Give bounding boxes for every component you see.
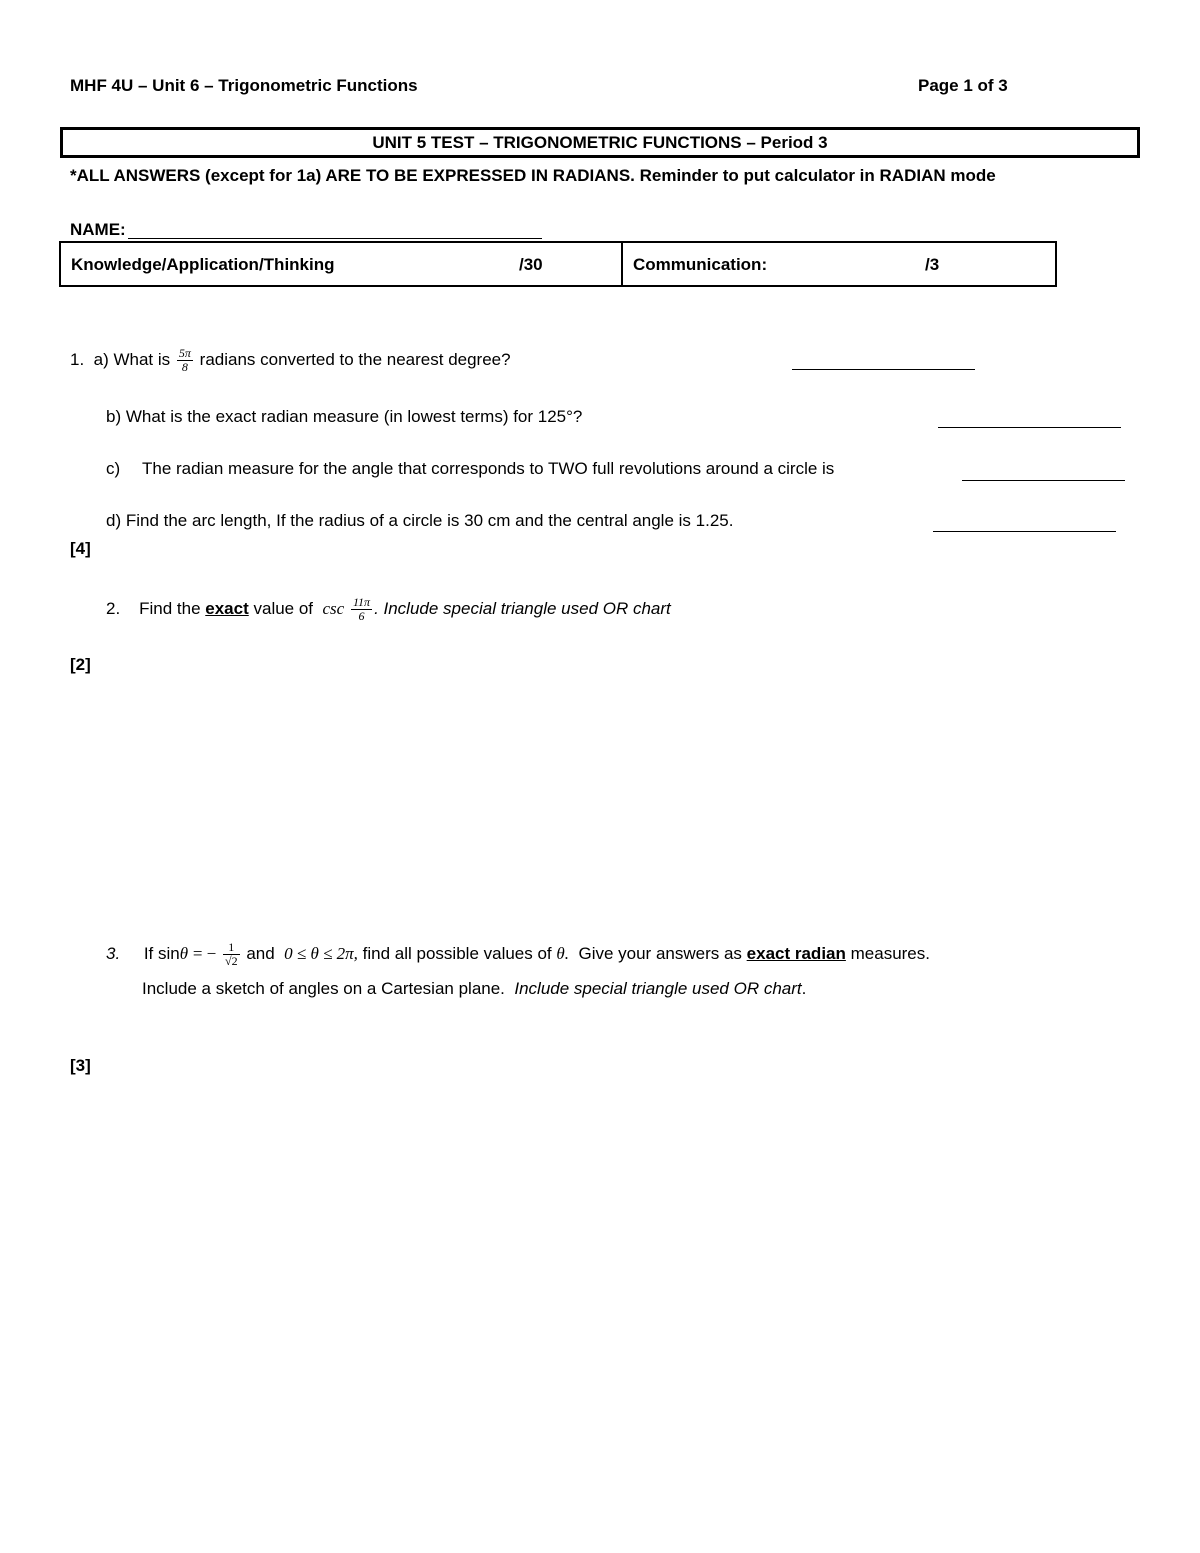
kat-label: Knowledge/Application/Thinking xyxy=(71,255,335,274)
q2-csc: csc xyxy=(322,598,345,618)
q2-fraction xyxy=(351,596,372,623)
q1a-answer-blank[interactable] xyxy=(792,369,975,370)
q2-denominator: 6 xyxy=(358,609,365,623)
q2-line xyxy=(106,596,671,623)
kat-mark: /30 xyxy=(519,255,543,274)
q3-equals: = − xyxy=(192,943,217,963)
q1a-suffix: radians converted to the nearest degree? xyxy=(199,349,511,369)
q3-and: and xyxy=(246,943,275,963)
test-title-box: UNIT 5 TEST – TRIGONOMETRIC FUNCTIONS – Period 3 xyxy=(60,127,1140,158)
q3-theta-end: θ. xyxy=(556,943,570,963)
q2-prefix: Find the xyxy=(139,598,201,618)
q1a-line xyxy=(70,347,511,374)
kat-cell xyxy=(61,243,623,285)
course-header: MHF 4U – Unit 6 – Trigonometric Functions xyxy=(70,76,418,95)
q1a-fraction xyxy=(177,347,193,374)
q1c-label: c) xyxy=(106,459,121,478)
q3-number: 3. xyxy=(106,943,121,963)
q1a-numerator: 5π xyxy=(178,346,191,360)
q3-triangle-instruction: Include special triangle used OR chart xyxy=(514,979,802,998)
q3-measures: measures. xyxy=(850,943,930,963)
q3-marks: [3] xyxy=(70,1056,91,1075)
q1c-answer-blank[interactable] xyxy=(962,480,1125,481)
q2-marks: [2] xyxy=(70,655,91,674)
q1a-denominator: 8 xyxy=(181,360,188,374)
q2-number: 2. xyxy=(106,598,121,618)
name-label: NAME: xyxy=(70,220,126,239)
q3-numerator: 1 xyxy=(223,941,240,955)
q3-sketch-instruction: Include a sketch of angles on a Cartesian plane. xyxy=(142,979,505,998)
q3-find: find all possible values of xyxy=(362,943,552,963)
comm-mark: /3 xyxy=(925,255,940,274)
q2-numerator: 11π xyxy=(352,595,371,609)
q1a-prefix: a) What is xyxy=(93,349,171,369)
comm-label: Communication: xyxy=(633,255,768,274)
q1-marks: [4] xyxy=(70,539,91,558)
q3-exact-radian-emphasis: exact radian xyxy=(746,943,846,963)
q3-line2 xyxy=(142,979,806,999)
q3-if-sin: If sin xyxy=(143,943,180,963)
q3-line2-period: . xyxy=(801,979,807,998)
q3-range: 0 ≤ θ ≤ 2π, xyxy=(284,943,358,963)
name-field[interactable] xyxy=(128,238,542,239)
q1b-answer-blank[interactable] xyxy=(938,427,1121,428)
q3-fraction xyxy=(223,941,240,968)
q1b-text: b) What is the exact radian measure (in lowest terms) for 125°? xyxy=(106,407,583,426)
q2-mid: value of xyxy=(253,598,314,618)
q2-instruction: . Include special triangle used OR chart xyxy=(374,598,671,618)
radian-instruction: *ALL ANSWERS (except for 1a) ARE TO BE EXPRESSED IN RADIANS. Reminder to put calculator in RADIAN mode xyxy=(70,166,996,185)
q1d-text: d) Find the arc length, If the radius of a circle is 30 cm and the central angle is 1.25. xyxy=(106,511,734,530)
score-table xyxy=(59,241,1057,287)
q1-number: 1. xyxy=(70,349,85,369)
q1d-answer-blank[interactable] xyxy=(933,531,1116,532)
q3-give: Give your answers as xyxy=(578,943,742,963)
q2-exact-emphasis: exact xyxy=(205,598,249,618)
comm-cell xyxy=(623,243,1055,285)
q1c-text: The radian measure for the angle that corresponds to TWO full revolutions around a circle is xyxy=(142,459,835,478)
q3-theta: θ xyxy=(179,943,189,963)
q3-line1 xyxy=(106,941,930,968)
page-number: Page 1 of 3 xyxy=(918,76,1008,95)
q3-denominator: √2 xyxy=(224,954,238,968)
